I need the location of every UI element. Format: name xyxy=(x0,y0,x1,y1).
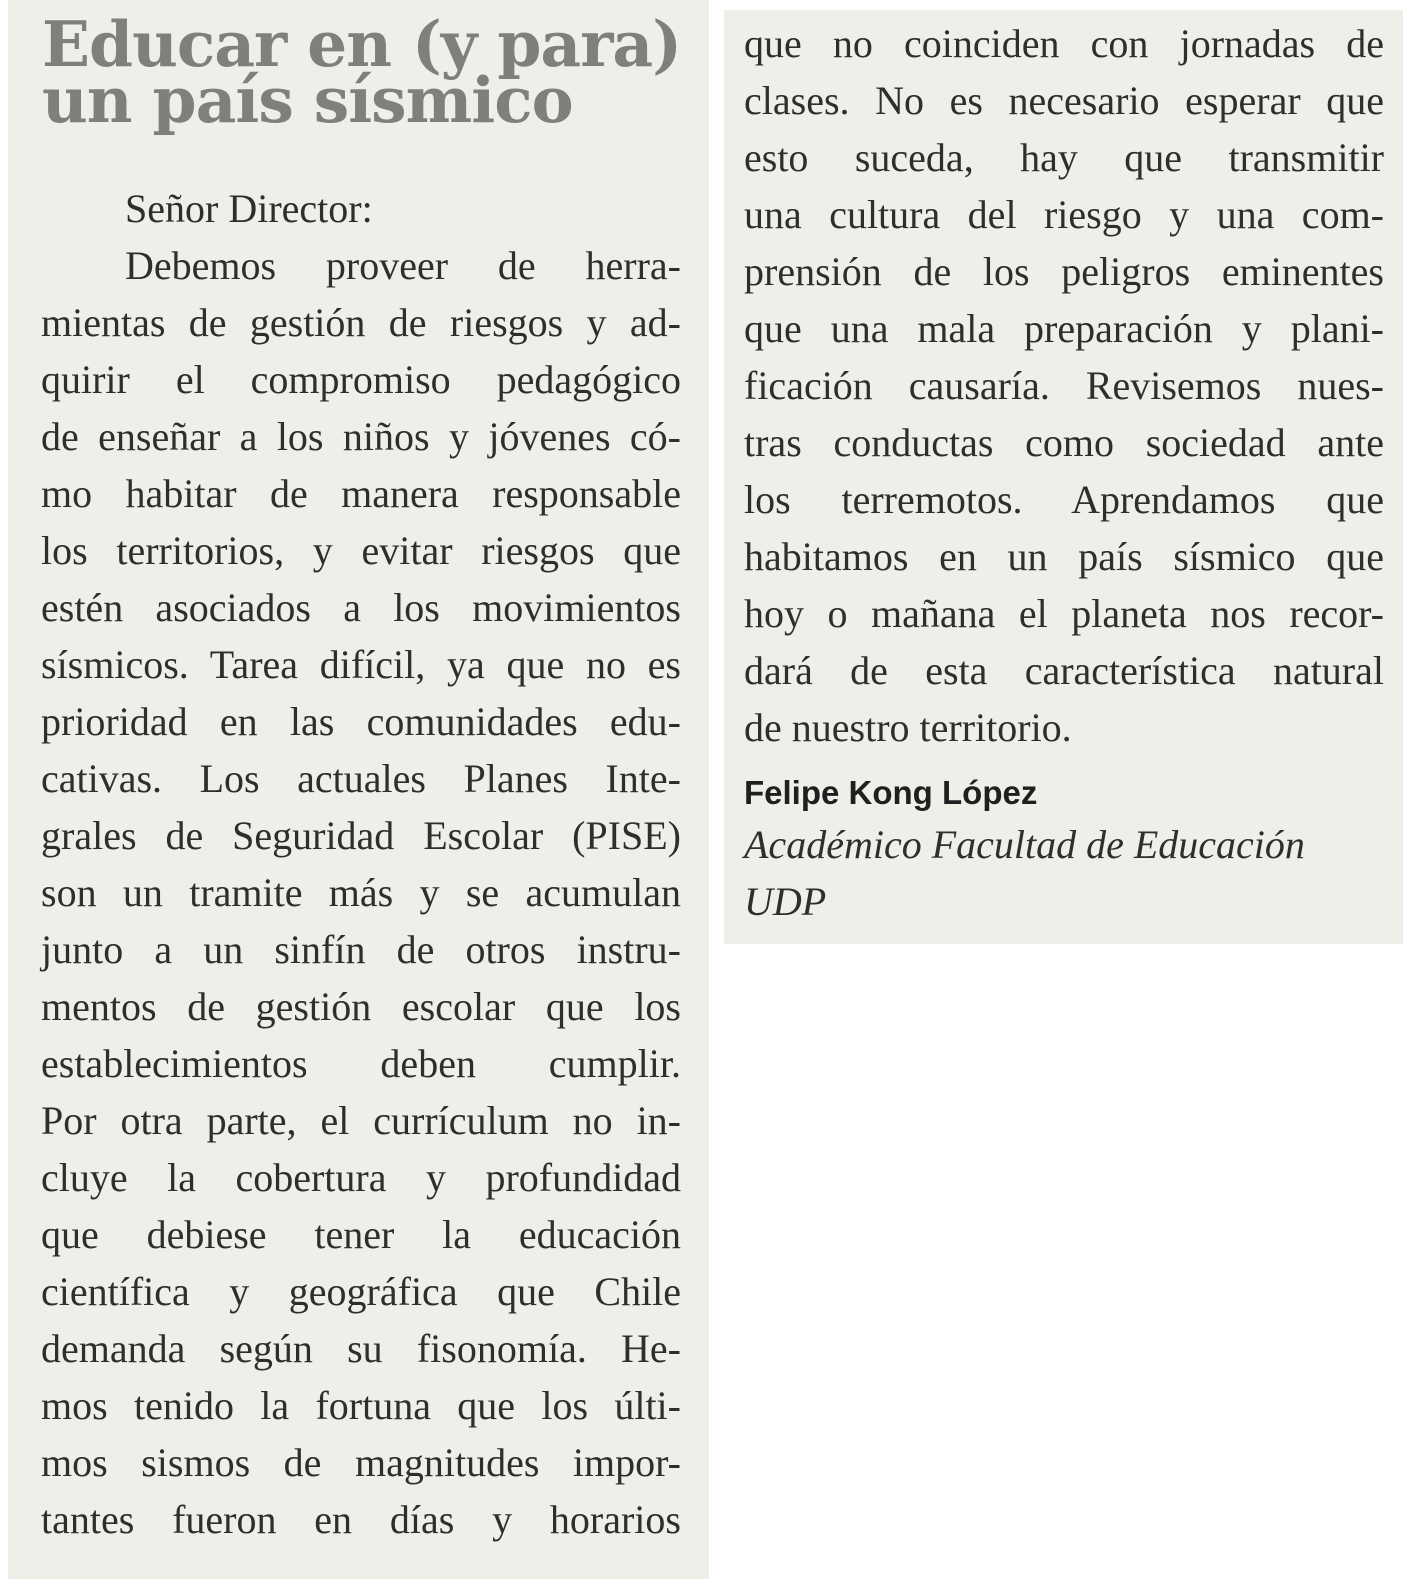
body-line: prensión de los peligros eminentes xyxy=(744,249,1384,294)
body-line: ficación causaría. Revisemos nues- xyxy=(744,363,1384,408)
body-line: Por otra parte, el currículum no in- xyxy=(41,1098,681,1143)
author-name: Felipe Kong López xyxy=(744,774,1038,811)
body-line: habitamos en un país sísmico que xyxy=(744,534,1384,579)
letter-left-column xyxy=(8,0,709,1579)
body-line: de nuestro territorio. xyxy=(744,705,1072,750)
body-line: demanda según su fisonomía. He- xyxy=(41,1326,681,1371)
body-line: mo habitar de manera responsable xyxy=(41,471,681,516)
body-line: mos tenido la fortuna que los últi- xyxy=(41,1383,681,1428)
body-line: quirir el compromiso pedagógico xyxy=(41,357,681,402)
body-line: los terremotos. Aprendamos que xyxy=(744,477,1384,522)
body-line: que una mala preparación y plani- xyxy=(744,306,1384,351)
body-line: tantes fueron en días y horarios xyxy=(41,1497,681,1542)
body-line: sísmicos. Tarea difícil, ya que no es xyxy=(41,642,681,687)
body-line: de enseñar a los niños y jóvenes có- xyxy=(41,414,681,459)
body-line: una cultura del riesgo y una com- xyxy=(744,192,1384,237)
body-line: tras conductas como sociedad ante xyxy=(744,420,1384,465)
body-line: los territorios, y evitar riesgos que xyxy=(41,528,681,573)
letter-headline: Educar en (y para) un país sísmico xyxy=(42,7,682,137)
body-line: que no coinciden con jornadas de xyxy=(744,21,1384,66)
body-line: cativas. Los actuales Planes Inte- xyxy=(41,756,681,801)
body-line: estén asociados a los movimientos xyxy=(41,585,681,630)
body-line: establecimientos deben cumplir. xyxy=(41,1041,681,1086)
body-line: Debemos proveer de herra- xyxy=(125,243,681,288)
body-line: prioridad en las comunidades edu- xyxy=(41,699,681,744)
body-line: que debiese tener la educación xyxy=(41,1212,681,1257)
body-line: dará de esta característica natural xyxy=(744,648,1384,693)
body-line: mos sismos de magnitudes impor- xyxy=(41,1440,681,1485)
body-line: cluye la cobertura y profundidad xyxy=(41,1155,681,1200)
letter-right-column xyxy=(724,10,1403,944)
body-line: hoy o mañana el planeta nos recor- xyxy=(744,591,1384,636)
body-line: son un tramite más y se acumulan xyxy=(41,870,681,915)
author-institution: UDP xyxy=(744,879,827,924)
body-line: junto a un sinfín de otros instru- xyxy=(41,927,681,972)
salutation: Señor Director: xyxy=(125,186,373,231)
body-line: grales de Seguridad Escolar (PISE) xyxy=(41,813,681,858)
body-line: esto suceda, hay que transmitir xyxy=(744,135,1384,180)
body-line: mientas de gestión de riesgos y ad- xyxy=(41,300,681,345)
body-line: científica y geográfica que Chile xyxy=(41,1269,681,1314)
body-line: mentos de gestión escolar que los xyxy=(41,984,681,1029)
body-line: clases. No es necesario esperar que xyxy=(744,78,1384,123)
author-role: Académico Facultad de Educación xyxy=(744,822,1305,867)
